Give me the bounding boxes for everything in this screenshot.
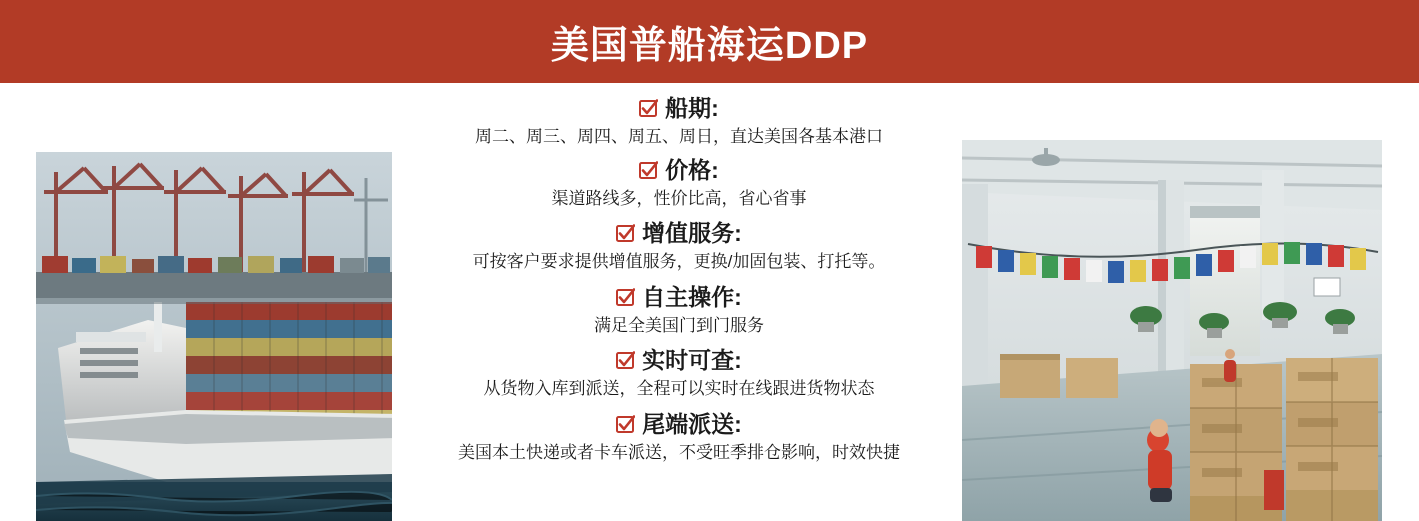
feature-title: 增值服务: — [642, 220, 742, 247]
feature-title: 实时可查: — [642, 347, 742, 374]
feature-title: 尾端派送: — [642, 410, 742, 437]
warehouse-photo-graphic — [962, 140, 1382, 521]
feature-title: 船期: — [665, 95, 719, 121]
check-box-icon — [616, 288, 635, 307]
feature-item-real-time-tracking — [396, 348, 962, 400]
feature-heading — [396, 412, 962, 437]
feature-item-self-operation — [396, 285, 962, 337]
feature-heading — [396, 285, 962, 310]
page-title: 美国普船海运DDP — [550, 25, 869, 67]
check-box-icon — [616, 351, 635, 370]
feature-description: 渠道路线多，性价比高，省心省事 — [551, 188, 807, 208]
warehouse-interior-photo — [962, 140, 1382, 521]
feature-item-value-added-service — [396, 221, 962, 273]
feature-description: 满足全美国门到门服务 — [594, 315, 764, 335]
feature-description: 可按客户要求提供增值服务，更换/加固包装、打托等。 — [472, 252, 886, 272]
container-ship-port-photo — [36, 152, 392, 521]
feature-description: 周二、周三、周四、周五、周日，直达美国各基本港口 — [475, 127, 883, 147]
feature-heading — [396, 158, 962, 183]
check-box-icon — [639, 99, 658, 118]
feature-item-schedule — [396, 96, 962, 148]
page-header-banner — [0, 0, 1419, 83]
feature-title: 自主操作: — [642, 283, 742, 310]
feature-description: 美国本土快递或者卡车派送，不受旺季排仓影响，时效快捷 — [458, 443, 900, 463]
check-box-icon — [639, 161, 658, 180]
ship-photo-graphic — [36, 152, 392, 521]
check-box-icon — [616, 224, 635, 243]
feature-title: 价格: — [665, 156, 719, 183]
feature-item-last-mile-delivery — [396, 412, 962, 464]
feature-description: 从货物入库到派送，全程可以实时在线跟进货物状态 — [483, 379, 875, 399]
feature-item-price — [396, 158, 962, 210]
feature-heading — [396, 96, 962, 121]
feature-heading — [396, 348, 962, 373]
check-box-icon — [616, 415, 635, 434]
feature-heading — [396, 221, 962, 246]
feature-list — [396, 90, 962, 521]
